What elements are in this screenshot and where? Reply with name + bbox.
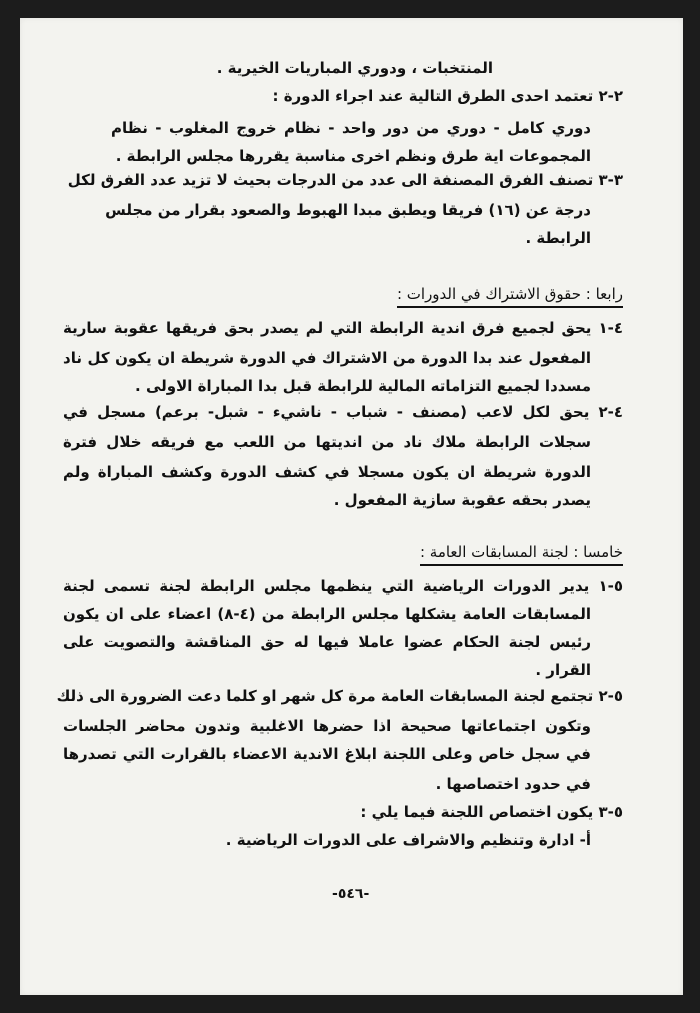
text-line: ٣-٣ تصنف الفرق المصنفة الى عدد من الدرجات بحيث لا تزيد عدد الفرق لكل xyxy=(67,171,623,189)
text-line: المفعول عند بدا الدورة من الاشتراك في الدورة شريطة ان يكون كل ناد xyxy=(63,349,591,367)
text-line: المجموعات اية طرق ونظم اخرى مناسبة يقررها مجلس الرابطة . xyxy=(115,147,591,165)
text-line: وتكون اجتماعاتها صحيحة اذا حضرها الاغلبية وتدون محاضر الجلسات xyxy=(63,717,591,735)
text-line: الدورة شريطة ان يكون مسجلا في كشف الدورة وكشف المباراة ولم xyxy=(63,463,591,481)
text-line: في سجل خاص وعلى اللجنة ابلاغ الاندية الاعضاء بالقرارت التي تصدرها xyxy=(63,745,591,763)
text-line: رئيس لجنة الحكام عضوا عاملا فيها له حق المناقشة والتصويت على xyxy=(63,633,591,651)
text-line: ٥-٢ تجتمع لجنة المسابقات العامة مرة كل شهر او كلما دعت الضرورة الى ذلك xyxy=(56,687,623,705)
document-page xyxy=(20,18,683,995)
page-number: -٥٤٦- xyxy=(332,886,370,902)
text-line: درجة عن (١٦) فريقا ويطبق مبدا الهبوط والصعود بقرار من مجلس xyxy=(105,201,591,219)
text-line: ٢-٢ تعتمد احدى الطرق التالية عند اجراء الدورة : xyxy=(272,87,623,105)
text-line: ٥-١ يدير الدورات الرياضية التي ينظمها مجلس الرابطة لجنة تسمى لجنة xyxy=(63,577,623,595)
text-line: ٤-١ يحق لجميع فرق اندية الرابطة التي لم يصدر بحق فريقها عقوبة سارية xyxy=(63,319,623,337)
section-heading: خامسا : لجنة المسابقات العامة : xyxy=(420,542,623,566)
text-line: ٤-٢ يحق لكل لاعب (مصنف - شباب - ناشيء - شبل- برعم) مسجل في xyxy=(63,403,623,421)
text-line: في حدود اختصاصها . xyxy=(435,775,591,793)
text-line: مسددا لجميع التزاماته المالية للرابطة قبل بدا المباراة الاولى . xyxy=(135,377,591,395)
text-line: المسابقات العامة يشكلها مجلس الرابطة من (٤-٨) اعضاء على ان يكون xyxy=(63,605,591,623)
section-heading: رابعا : حقوق الاشتراك في الدورات : xyxy=(397,284,623,308)
text-line: القرار . xyxy=(535,661,591,679)
text-line: دوري كامل - دوري من دور واحد - نظام خروج المغلوب - نظام xyxy=(111,119,591,137)
text-line: يصدر بحقه عقوبة سازية المفعول . xyxy=(333,491,591,509)
text-line: أ- ادارة وتنظيم والاشراف على الدورات الرياضية . xyxy=(225,831,591,849)
text-line: الرابطة . xyxy=(525,229,591,247)
text-line: المنتخبات ، ودوري المباريات الخيرية . xyxy=(216,59,493,77)
text-line: ٥-٣ يكون اختصاص اللجنة فيما يلي : xyxy=(360,803,623,821)
text-line: سجلات الرابطة ملاك ناد من انديتها من اللعب مع فريقه خلال فترة xyxy=(63,433,591,451)
